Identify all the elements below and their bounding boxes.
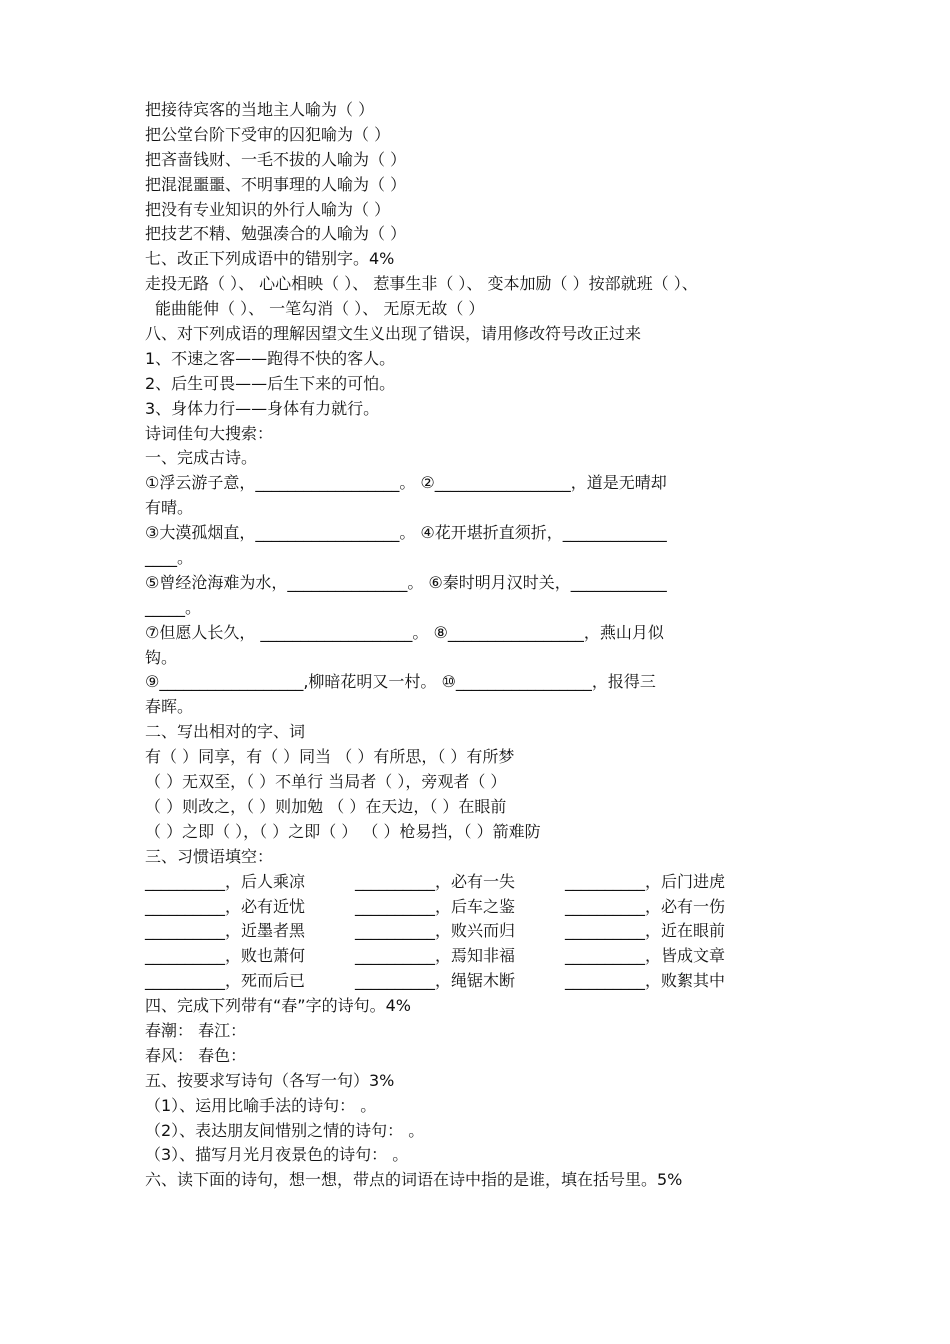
idiom-blank: __________，绳锯木断	[355, 971, 516, 991]
section-heading: 八、对下列成语的理解因望文生义出现了错误，请用修改符号改正过来	[145, 324, 642, 344]
idiom-blank: __________，败絮其中	[565, 971, 726, 991]
text-line: 1、不速之客——跑得不快的客人。	[145, 348, 396, 368]
text-line: 把没有专业知识的外行人喻为（ ）	[145, 199, 391, 219]
text-line: 春风： 春色：	[145, 1045, 247, 1065]
idiom-blank: __________，必有一失	[355, 871, 516, 891]
text-line: ⑤曾经沧海难为水，_______________。 ⑥秦时明月汉时关，____________	[145, 572, 667, 592]
text-line: （1）、运用比喻手法的诗句： 。	[145, 1095, 377, 1115]
idiom-row	[145, 969, 825, 994]
idiom-blank: __________，败也萧何	[145, 946, 306, 966]
text-line: （ ）之即（ ），（ ）之即（ ） （ ）枪易挡，（ ）箭难防	[145, 821, 541, 841]
text-line: 把接待宾客的当地主人喻为（ ）	[145, 100, 375, 119]
text-line: 把技艺不精、勉强凑合的人喻为（ ）	[145, 224, 407, 244]
section-heading: 二、写出相对的字、词	[145, 722, 306, 742]
text-line: （3）、描写月光月夜景色的诗句： 。	[145, 1145, 409, 1165]
section-heading: 五、按要求写诗句（各写一句）3%	[145, 1070, 395, 1090]
text-line: ①浮云游子意，__________________。 ②_________________，道是无晴却	[145, 473, 667, 493]
idiom-row	[145, 944, 825, 969]
text-line: _____。	[145, 597, 202, 617]
section-heading: 诗词佳句大搜索：	[145, 423, 274, 443]
text-line: 3、身体力行——身体有力就行。	[145, 398, 380, 418]
idiom-blank: __________，后车之鉴	[355, 896, 516, 916]
idiom-blank: __________，败兴而归	[355, 921, 516, 941]
text-line: 把公堂台阶下受审的囚犯喻为（ ）	[145, 124, 391, 144]
text-line: 有晴。	[145, 498, 194, 518]
text-line: 有（ ）同享，有（ ）同当 （ ）有所思，（ ）有所梦	[145, 747, 515, 767]
idiom-row	[145, 919, 825, 944]
section-heading: 四、完成下列带有“春”字的诗句。4%	[145, 996, 411, 1016]
idiom-blank: __________，焉知非福	[355, 946, 516, 966]
idiom-blank: __________，近墨者黑	[145, 921, 306, 941]
text-line: （ ）无双至，（ ）不单行 当局者（ ），旁观者（ ）	[145, 772, 507, 792]
idiom-blank: __________，后人乘凉	[145, 871, 306, 891]
text-line: 把吝啬钱财、一毛不拔的人喻为（ ）	[145, 149, 407, 169]
idiom-blank: __________，后门进虎	[565, 871, 726, 891]
text-line: 走投无路（ ）、 心心相映（ ）、 惹事生非（ ）、 变本加励（ ）按部就班（ ）、	[145, 274, 698, 294]
idiom-row	[145, 870, 825, 895]
section-heading: 六、读下面的诗句，想一想，带点的词语在诗中指的是谁，填在括号里。5%	[145, 1170, 683, 1190]
idiom-blank: __________，死而后已	[145, 971, 306, 991]
text-line: ____。	[145, 548, 194, 568]
text-line: 春晖。	[145, 697, 194, 717]
idiom-blank: __________，皆成文章	[565, 946, 726, 966]
idiom-blank: __________，近在眼前	[565, 921, 726, 941]
text-line: ③大漠孤烟直，__________________。 ④花开堪折直须折，_____________	[145, 523, 667, 543]
text-line: 能曲能伸（ ）、 一笔勾消（ ）、 无原无故（ ）	[155, 299, 485, 319]
text-line: 把混混噩噩、不明事理的人喻为（ ）	[145, 174, 407, 194]
idiom-blank: __________，必有近忧	[145, 896, 306, 916]
idiom-row	[145, 895, 825, 920]
section-heading: 七、改正下列成语中的错别字。4%	[145, 249, 395, 269]
text-line: （ ）则改之，（ ）则加勉 （ ）在天边，（ ）在眼前	[145, 796, 507, 816]
section-heading: 三、习惯语填空：	[145, 846, 274, 866]
document-page	[145, 98, 825, 1193]
text-line: （2）、表达朋友间惜别之情的诗句： 。	[145, 1120, 425, 1140]
section-heading: 一、完成古诗。	[145, 448, 258, 468]
text-line: ⑨__________________,柳暗花明又一村。 ⑩_________________，报得三	[145, 672, 656, 692]
text-line: ⑦但愿人长久， ___________________。 ⑧_________________，燕山月似	[145, 622, 664, 642]
text-line: 2、后生可畏——后生下来的可怕。	[145, 373, 396, 393]
text-line: 春潮： 春江：	[145, 1020, 247, 1040]
text-line: 钩。	[145, 647, 178, 667]
idiom-blank: __________，必有一伤	[565, 896, 726, 916]
